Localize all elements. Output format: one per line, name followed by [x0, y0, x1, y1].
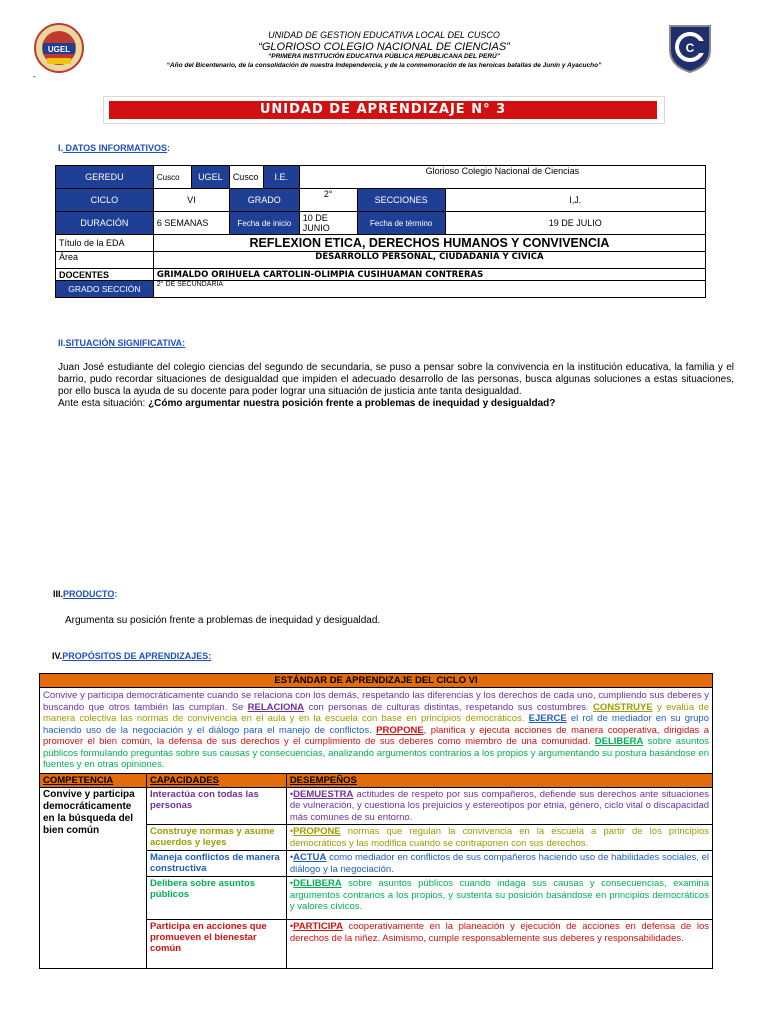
desempeno-text: sobre asuntos públicos cuando indaga sus causas y consecuencias, examina argumentos contrarios a los propios, y sustenta su posición basándose en principios democráticos y valores cívicos. [289, 878, 709, 912]
keyword-relaciona: RELACIONA [247, 701, 305, 713]
section-number: II. [58, 338, 66, 348]
producto-text: Argumenta su posición frente a problemas de inequidad y desigualdad. [65, 615, 381, 626]
fecha-termino-value: 19 DE JULIO [445, 212, 705, 235]
situacion-paragraph [58, 362, 734, 410]
fecha-inicio-label: Fecha de inicio [229, 212, 299, 235]
desempeno-cell [286, 825, 712, 851]
grado-seccion-value: 2° DE SECUNDARIA [153, 281, 705, 298]
desempeno-text: cooperativamente en la planeación y ejecución de acciones en defensa de los derechos de la niñez. Asimismo, cumple responsablemente sus deberes y responsabilidades. [289, 921, 709, 944]
header-text [100, 30, 668, 70]
section-producto-heading [53, 589, 117, 599]
bullet: • [289, 852, 294, 863]
situacion-question-prefix: Ante esta situación: [58, 398, 149, 409]
ciclo-label: CICLO [56, 189, 154, 212]
keyword-ejerce: EJERCE [528, 713, 567, 724]
gereDU-value: Cusco [153, 166, 191, 189]
estandar-part: sobre asuntos públicos formulando preguntas sobre sus causas y consecuencias, analizando argumentos contrarios a los propios y argumentando su postura basándose en fuentes y en otras opiniones. [43, 736, 709, 770]
header-subtitle: “PRIMERA INSTITUCIÓN EDUCATIVA PÚBLICA REPUBLICANA DEL PERÚ” [268, 53, 500, 60]
capacidad-cell: Maneja conflictos de manera constructiva [146, 851, 286, 877]
fecha-inicio-value: 10 DE JUNIO [299, 212, 357, 235]
desempeno-cell [286, 877, 712, 920]
section-title: PROPÓSITOS DE APRENDIZAJES: [62, 651, 212, 661]
fecha-termino-label: Fecha de término [357, 212, 445, 235]
bullet: • [289, 921, 294, 932]
ie-value: Glorioso Colegio Nacional de Ciencias [299, 166, 705, 189]
bullet: • [289, 878, 294, 889]
header-year-motto: “Año del Bicentenario, de la consolidación de nuestra Independencia, y de la conmemoración de las heroicas batallas de Junín y Ayacucho” [166, 62, 602, 69]
ugel-logo-text: UGEL [47, 45, 71, 54]
section-number: IV. [52, 651, 63, 661]
keyword-participa: PARTICIPA [293, 921, 343, 932]
header-dash: - [33, 72, 36, 81]
titulo-eda-value: REFLEXION ETICA, DERECHOS HUMANOS Y CONVIVENCIA [153, 235, 705, 252]
estandar-part: y evalúa de manera colectiva las normas de convivencia en el aula y en la escuela con base en principios democráticos. [43, 701, 710, 724]
desempeno-text: normas que regulan la convivencia en la escuela a partir de los principios democráticos y las modifica cuando se contraponen con sus derechos. [289, 826, 709, 849]
section-datos-heading [58, 143, 170, 153]
capacidad-cell: Interactúa con todas las personas [146, 787, 286, 825]
estandar-part: Convive y participa democráticamente cuando se relaciona con los demás, respetando las diferencias y los derechos de cada uno, cumpliendo sus deberes y buscando que otros también las cumplan. Se [43, 690, 709, 713]
keyword-demuestra: DEMUESTRA [293, 788, 354, 800]
ugel-logo-icon [33, 22, 85, 74]
section-propositos-heading [52, 651, 211, 661]
desempeno-cell [286, 787, 712, 825]
grado-seccion-label: GRADO SECCIÓN [56, 281, 154, 298]
estandar-part: , planifica y ejecuta acciones de manera cooperativa, dirigidas a promover el bien común, la defensa de sus derechos y el cumplimiento de sus deberes como miembro de una comunidad. [43, 724, 709, 747]
desempeno-cell [286, 920, 712, 969]
duracion-label: DURACIÓN [56, 212, 154, 235]
estandar-part: el rol de mediador en su grupo haciendo uso de la negociación y el diálogo para el manejo de conflictos. [43, 713, 709, 736]
area-label: Área [56, 252, 154, 269]
estandar-part: con personas de culturas distintas, respetando sus costumbres [304, 701, 587, 713]
header-ugel: UNIDAD DE GESTION EDUCATIVA LOCAL DEL CUSCO [268, 30, 500, 40]
section-title: PRODUCTO [63, 589, 115, 599]
keyword-propone: PROPONE [293, 826, 341, 837]
secciones-value: I,J. [445, 189, 705, 212]
capacidad-cell: Delibera sobre asuntos públicos [146, 877, 286, 920]
desempeno-text: como mediador en conflictos de sus compañeros haciendo uso de habilidades sociales, el diálogo y la negociación. [289, 852, 709, 875]
col-capacidades: CAPACIDADES [146, 773, 286, 787]
capacidad-cell: Participa en acciones que promueven el bienestar común [146, 920, 286, 969]
competencia-cell: Convive y participa democráticamente en la búsqueda del bien común [40, 787, 147, 969]
grado-value: 2° [299, 189, 357, 212]
section-number: III. [53, 589, 64, 599]
propositos-table [39, 673, 713, 969]
estandar-text [40, 688, 713, 774]
capacidad-cell: Construye normas y asume acuerdos y leyes [146, 825, 286, 851]
section-colon: : [114, 589, 118, 599]
school-shield-letter: C [685, 41, 695, 55]
gereDU-label: GEREDU [56, 166, 154, 189]
ugel-label: UGEL [191, 166, 229, 189]
desempeno-cell [286, 851, 712, 877]
desempeno-text: actitudes de respeto por sus compañeros, defiende sus derechos ante situaciones de vulneración, y cuestiona los prejuicios y estereotipos por etnia, género, ciclo vital o discapacidad más comunes de su entorno. [289, 788, 709, 823]
ugel-value: Cusco [229, 166, 263, 189]
document-header [0, 0, 768, 82]
school-shield-icon [666, 22, 714, 74]
keyword-construye: CONSTRUYE [593, 701, 653, 713]
col-competencia: COMPETENCIA [40, 773, 147, 787]
section-title: SITUACIÓN SIGNIFICATIVA: [65, 338, 186, 348]
keyword-delibera: DELIBERA [293, 878, 342, 889]
ie-label: I.E. [263, 166, 299, 189]
col-desempenos: DESEMPEÑOS [286, 773, 712, 787]
unit-title: UNIDAD DE APRENDIZAJE N° 3 [109, 101, 657, 119]
situacion-text: Juan José estudiante del colegio ciencias del segundo de secundaria, se puso a pensar sobre la convivencia en la institución educativa, la familia y el barrio, pudo recordar situaciones de desigualdad que impiden el adecuado desarrollo de las personas, busca algunas soluciones a estas situaciones, por ello busca la ayuda de su docente para poder lograr una situación de justicia ante tanta desigualdad. [58, 362, 734, 397]
bullet: • [289, 826, 294, 837]
keyword-delibera: DELIBERA [594, 736, 644, 747]
docentes-value: GRIMALDO ORIHUELA CARTOLIN-OLIMPIA CUSIHUAMAN CONTRERAS [153, 269, 705, 281]
duracion-value: 6 SEMANAS [153, 212, 229, 235]
keyword-propone: PROPONE [376, 724, 424, 736]
datos-informativos-table [55, 165, 706, 298]
section-colon: : [167, 143, 171, 153]
section-situacion-heading [58, 338, 185, 348]
header-school-name: “GLORIOSO COLEGIO NACIONAL DE CIENCIAS” [258, 41, 510, 53]
titulo-eda-label: Título de la EDA [56, 235, 154, 252]
section-number: I. [58, 143, 64, 153]
section-title: DATOS INFORMATIVOS [63, 143, 168, 153]
secciones-label: SECCIONES [357, 189, 445, 212]
grado-label: GRADO [229, 189, 299, 212]
estandar-part: . [586, 701, 594, 713]
bullet: • [289, 788, 294, 800]
unit-title-bar [103, 96, 665, 124]
keyword-actua: ACTUA [293, 852, 327, 863]
ciclo-value: VI [153, 189, 229, 212]
docentes-label: DOCENTES [56, 269, 154, 281]
situacion-question: ¿Cómo argumentar nuestra posición frente a problemas de inequidad y desigualdad? [148, 398, 556, 409]
estandar-heading: ESTÁNDAR DE APRENDIZAJE DEL CICLO VI [40, 674, 713, 688]
area-value: DESARROLLO PERSONAL, CIUDADANIA Y CIVICA [153, 252, 705, 269]
